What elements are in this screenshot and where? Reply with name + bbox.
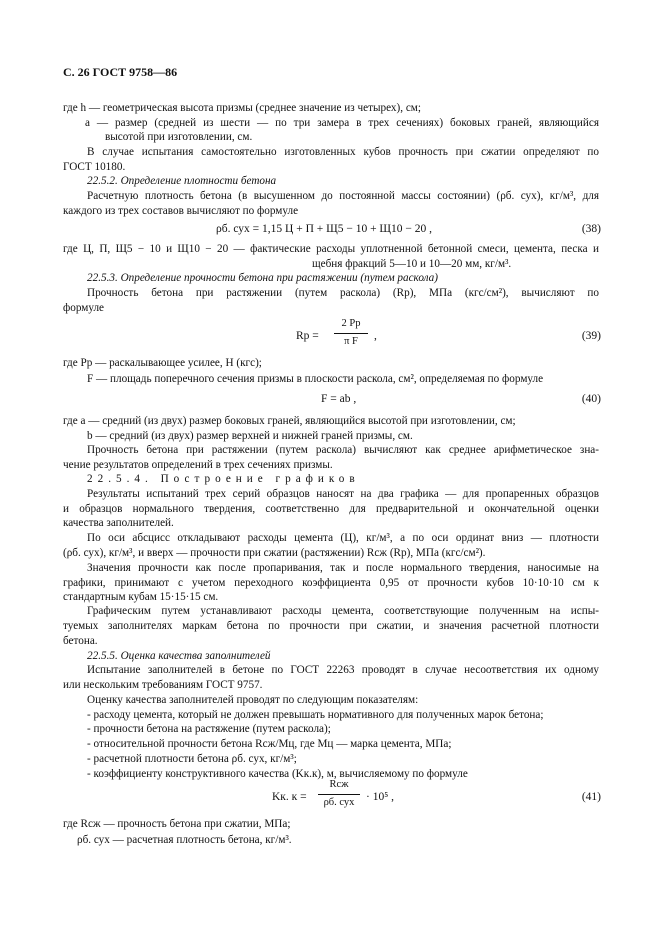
text-line: где Ц, П, Щ5 − 10 и Щ10 − 20 — фактические расходы уплотненной бетонной смеси, цемента, песка и <box>63 243 599 255</box>
formula-41-lhs: Kк. к = <box>272 791 307 803</box>
text-line: где a — средний (из двух) размер боковых граней, являющийся высотой при изготовлении, см; <box>63 415 516 427</box>
formula-number: (39) <box>581 330 601 342</box>
text-line: По оси абсцисс откладывают расходы цемента (Ц), кг/м³, а по оси ординат вниз — плотности <box>87 532 599 544</box>
formula-number: (38) <box>581 223 601 235</box>
section-heading: 22.5.3. Определение прочности бетона при растяжении (путем раскола) <box>87 272 438 284</box>
text-line: Расчетную плотность бетона (в высушенном до постоянной массы состоянии) (ρб. сух), кг/м³, для <box>87 190 599 202</box>
text-line: (ρб. сух), кг/м³, и вверх — прочности при сжатии (растяжении) Rсж (Rр), МПа (кгс/см²). <box>63 547 486 559</box>
list-item: - коэффициенту конструктивного качества (Kк.к), м, вычисляемому по формуле <box>87 768 468 780</box>
formula-41-tail: · 10⁵ , <box>366 791 394 803</box>
text-line: бетона. <box>63 635 98 647</box>
text-line: чение результатов определений в трех сечениях призмы. <box>63 459 333 471</box>
formula-39-lhs: Rр = <box>296 330 319 342</box>
fraction-bar <box>318 794 360 795</box>
text-line: Значения прочности как после пропаривания, так и после нормального твердения, наносимые на <box>87 562 599 574</box>
text-line: В случае испытания самостоятельно изготовленных кубов прочность при сжатии определяют по <box>87 146 599 158</box>
text-line: щебня фракций 5—10 и 10—20 мм, кг/м³. <box>312 258 512 270</box>
text-line: и образцов нормального твердения, соответственно для предварительной и окончательной оценки <box>63 503 599 515</box>
page-header: С. 26 ГОСТ 9758—86 <box>63 65 178 79</box>
text-line: b — средний (из двух) размер верхней и нижней граней призмы, см. <box>87 430 413 442</box>
formula-number: (41) <box>581 791 601 803</box>
formula-39-numerator: 2 Pр <box>341 318 361 329</box>
formula-41-numerator: Rсж <box>329 779 349 790</box>
text-line: каждого из трех составов вычисляют по формуле <box>63 205 299 217</box>
formula-40: F = ab , <box>321 393 357 405</box>
formula-39-tail: , <box>374 330 377 342</box>
fraction-bar <box>334 333 368 334</box>
text-line: или нескольким требованиям ГОСТ 9757. <box>63 679 263 691</box>
text-line: Графическим путем устанавливают расходы цемента, соответствующие полученным на испы- <box>87 605 599 617</box>
text-line: высотой при изготовлении, см. <box>105 131 253 143</box>
text-line: стандартным кубам 15·15·15 см. <box>63 591 219 603</box>
text-line: ГОСТ 10180. <box>63 161 126 173</box>
list-item: - прочности бетона на растяжение (путем раскола); <box>87 723 331 735</box>
text-line: Результаты испытаний трех серий образцов наносят на два графика — для пропаренных образцов <box>87 488 599 500</box>
text-line: туемых заполнителях маркам бетона по прочности при сжатии, и значения расчетной плотности <box>63 620 599 632</box>
text-line: Прочность бетона при растяжении (путем раскола) (Rр), МПа (кгс/см²), вычисляют по <box>87 287 599 299</box>
text-line: качества заполнителей. <box>63 517 174 529</box>
text-line: F — площадь поперечного сечения призмы в плоскости раскола, см², определяемая по формуле <box>87 373 544 385</box>
list-item: - расходу цемента, который не должен превышать нормативного для полученных марок бетона; <box>87 709 544 721</box>
list-item: - относительной прочности бетона Rсж/Mц, где Mц — марка цемента, МПа; <box>87 738 452 750</box>
text-line: a — размер (средней из шести — по три замера в трех сечениях) боковых граней, являющийся <box>85 117 599 129</box>
section-heading: 22.5.2. Определение плотности бетона <box>87 175 277 187</box>
formula-number: (40) <box>581 393 601 405</box>
formula-38: ρб. сух = 1,15 Ц + П + Щ5 − 10 + Щ10 − 20 , <box>216 223 433 235</box>
text-line: Испытание заполнителей в бетоне по ГОСТ 22263 проводят в случае несоответствия их одному <box>87 664 599 676</box>
formula-39-denominator: π F <box>344 336 358 347</box>
text-line: Оценку качества заполнителей проводят по следующим показателям: <box>87 694 419 706</box>
text-line: Прочность бетона при растяжении (путем раскола) вычисляют как среднее арифметическое зна- <box>87 444 599 456</box>
list-item: - расчетной плотности бетона ρб. сух, кг/м³; <box>87 753 297 765</box>
text-line: где Pр — раскалывающее усилее, Н (кгс); <box>63 357 262 369</box>
text-line: где Rсж — прочность бетона при сжатии, МПа; <box>63 818 291 830</box>
text-line: ρб. сух — расчетная плотность бетона, кг/м³. <box>77 834 292 846</box>
text-line: графики, принимают с учетом переходного коэффициента 0,95 от прочности кубов 10·10·10 см к <box>63 577 599 589</box>
text-line: формуле <box>63 302 104 314</box>
formula-41-denominator: ρб. сух <box>323 797 355 808</box>
text-line: где h — геометрическая высота призмы (среднее значение из четырех), см; <box>63 102 421 114</box>
section-heading: 22.5.5. Оценка качества заполнителей <box>87 650 271 662</box>
section-heading: 22.5.4. Построение графиков <box>87 473 360 485</box>
